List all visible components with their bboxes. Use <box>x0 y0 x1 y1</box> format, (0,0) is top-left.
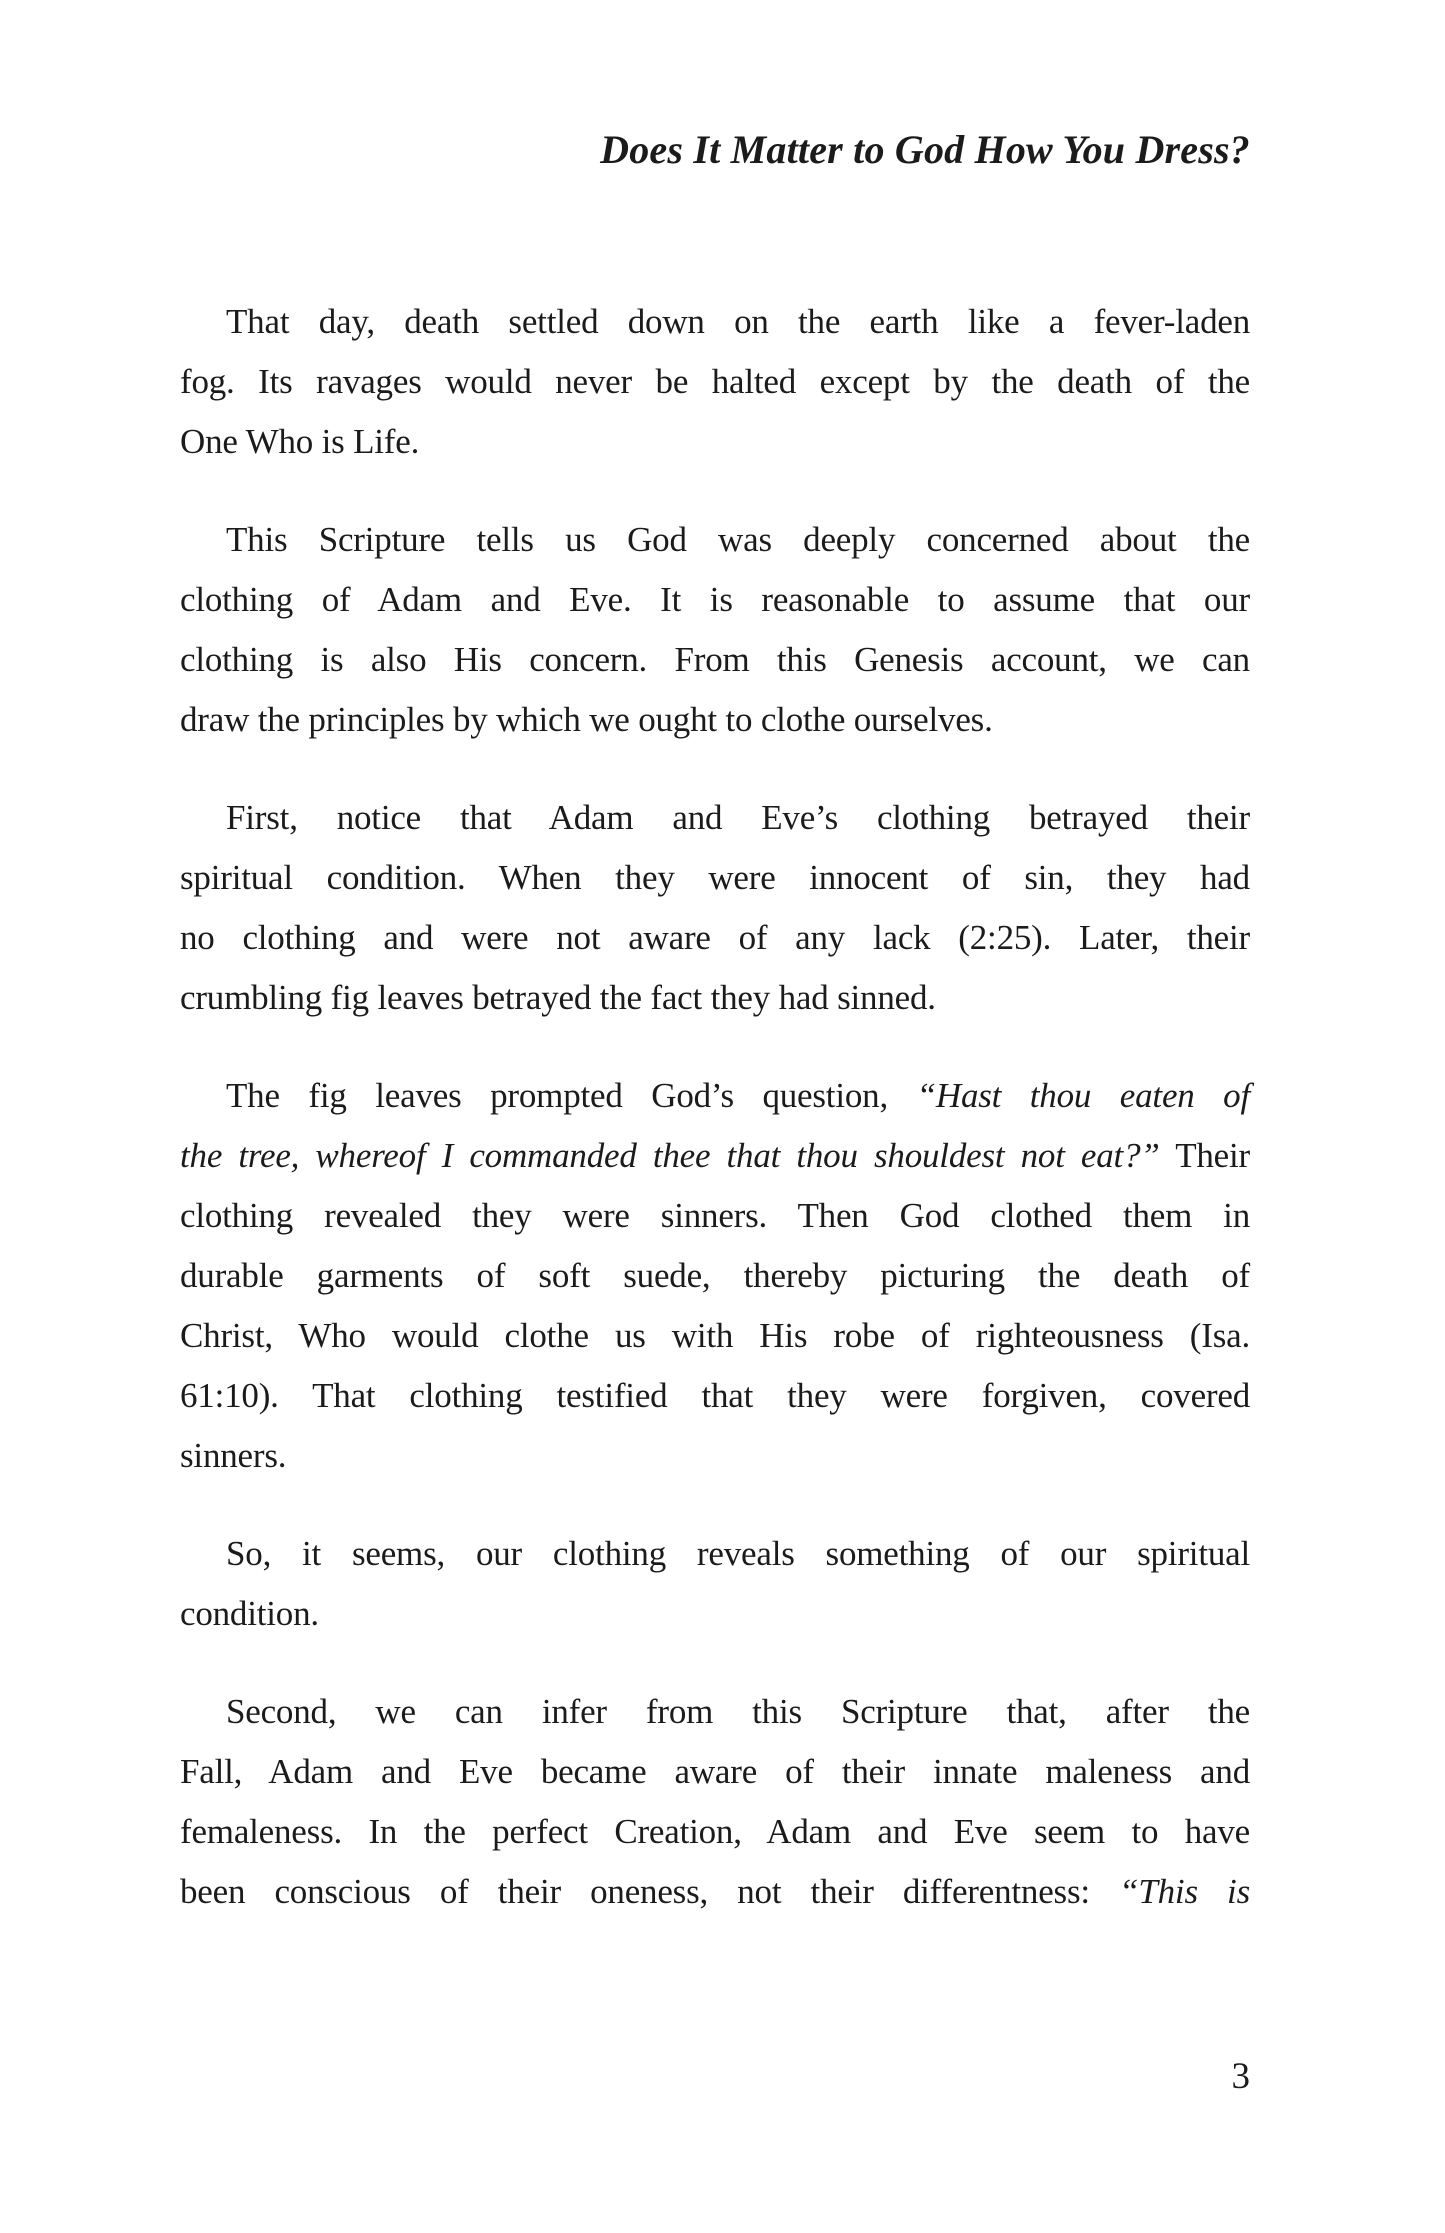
running-header: Does It Matter to God How You Dress? <box>600 127 1250 172</box>
text-run: condition. <box>180 1594 319 1633</box>
text-line <box>180 1126 1250 1186</box>
text-line <box>180 1066 1250 1126</box>
scripture-quote-run: the tree, whereof I commanded thee that thou shouldest not eat?” <box>180 1136 1160 1175</box>
paragraph <box>180 1066 1250 1486</box>
text-run: femaleness. In the perfect Creation, Adam and Eve seem to have <box>180 1812 1250 1851</box>
body-text <box>180 292 1250 1960</box>
text-run: So, it seems, our clothing reveals something of our spiritual <box>226 1534 1250 1573</box>
text-run: The fig leaves prompted God’s question, <box>226 1076 917 1115</box>
text-line <box>180 412 1250 472</box>
text-run: Their <box>1159 1136 1250 1175</box>
text-line <box>180 1426 1250 1486</box>
text-run: crumbling fig leaves betrayed the fact they had sinned. <box>180 978 936 1017</box>
text-run: durable garments of soft suede, thereby picturing the death of <box>180 1256 1250 1295</box>
text-run: been conscious of their oneness, not their differentness: <box>180 1872 1120 1911</box>
text-line <box>180 1366 1250 1426</box>
text-run: Christ, Who would clothe us with His robe of righteousness (Isa. <box>180 1316 1250 1355</box>
scripture-quote-run: “Hast thou eaten of <box>916 1076 1251 1115</box>
text-line <box>180 570 1250 630</box>
paragraph <box>180 1524 1250 1644</box>
text-run: Second, we can infer from this Scripture that, after the <box>226 1692 1250 1731</box>
text-line <box>180 788 1250 848</box>
text-run: clothing revealed they were sinners. Then God clothed them in <box>180 1196 1250 1235</box>
text-line <box>180 1862 1250 1922</box>
text-line <box>180 1524 1250 1584</box>
paragraph <box>180 788 1250 1028</box>
text-line <box>180 1584 1250 1644</box>
text-line <box>180 352 1250 412</box>
text-run: draw the principles by which we ought to clothe ourselves. <box>180 700 993 739</box>
text-run: 61:10). That clothing testified that they were forgiven, covered <box>180 1376 1250 1415</box>
text-line <box>180 510 1250 570</box>
text-line <box>180 1742 1250 1802</box>
text-run: First, notice that Adam and Eve’s clothing betrayed their <box>226 798 1250 837</box>
text-line <box>180 1682 1250 1742</box>
text-run: This Scripture tells us God was deeply concerned about the <box>226 520 1250 559</box>
text-line <box>180 848 1250 908</box>
text-run: Fall, Adam and Eve became aware of their innate maleness and <box>180 1752 1250 1791</box>
text-line <box>180 292 1250 352</box>
scripture-quote-run: “This is <box>1119 1872 1250 1911</box>
paragraph <box>180 292 1250 472</box>
text-line <box>180 1802 1250 1862</box>
text-line <box>180 1306 1250 1366</box>
text-line <box>180 630 1250 690</box>
text-run: That day, death settled down on the earth like a fever-laden <box>226 302 1250 341</box>
text-run: clothing is also His concern. From this Genesis account, we can <box>180 640 1250 679</box>
text-run: no clothing and were not aware of any lack (2:25). Later, their <box>180 918 1250 957</box>
page-number: 3 <box>1231 2056 1250 2097</box>
text-run: fog. Its ravages would never be halted except by the death of the <box>180 362 1250 401</box>
text-run: spiritual condition. When they were innocent of sin, they had <box>180 858 1250 897</box>
text-line <box>180 1186 1250 1246</box>
text-line <box>180 1246 1250 1306</box>
paragraph <box>180 510 1250 750</box>
text-run: clothing of Adam and Eve. It is reasonable to assume that our <box>180 580 1250 619</box>
paragraph <box>180 1682 1250 1922</box>
text-line <box>180 690 1250 750</box>
text-line <box>180 968 1250 1028</box>
text-run: sinners. <box>180 1436 287 1475</box>
text-line <box>180 908 1250 968</box>
text-run: One Who is Life. <box>180 422 420 461</box>
